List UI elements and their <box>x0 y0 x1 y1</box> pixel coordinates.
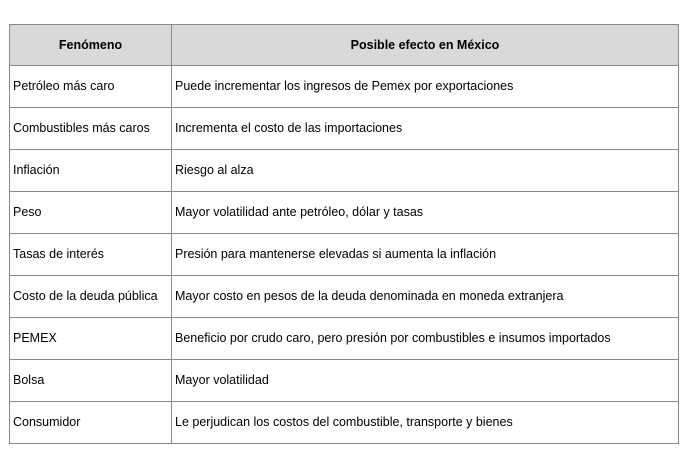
table-row <box>10 66 679 108</box>
table-row <box>10 108 679 150</box>
table-row <box>10 402 679 444</box>
effect-cell: Mayor volatilidad ante petróleo, dólar y tasas <box>172 192 679 234</box>
phenomenon-cell: PEMEX <box>10 318 172 360</box>
table-row <box>10 192 679 234</box>
phenomenon-cell: Petróleo más caro <box>10 66 172 108</box>
table-row <box>10 150 679 192</box>
phenomenon-cell: Tasas de interés <box>10 234 172 276</box>
effects-table-container <box>9 24 678 444</box>
phenomenon-cell: Combustibles más caros <box>10 108 172 150</box>
effect-cell: Beneficio por crudo caro, pero presión por combustibles e insumos importados <box>172 318 679 360</box>
table-row <box>10 318 679 360</box>
effect-cell: Presión para mantenerse elevadas si aumenta la inflación <box>172 234 679 276</box>
header-phenomenon: Fenómeno <box>10 25 172 66</box>
effect-cell: Puede incrementar los ingresos de Pemex por exportaciones <box>172 66 679 108</box>
effect-cell: Incrementa el costo de las importaciones <box>172 108 679 150</box>
effect-cell: Mayor volatilidad <box>172 360 679 402</box>
phenomenon-cell: Inflación <box>10 150 172 192</box>
phenomenon-cell: Consumidor <box>10 402 172 444</box>
phenomenon-cell: Costo de la deuda pública <box>10 276 172 318</box>
table-body <box>10 66 679 444</box>
phenomenon-cell: Peso <box>10 192 172 234</box>
table-header <box>10 25 679 66</box>
table-row <box>10 360 679 402</box>
effect-cell: Mayor costo en pesos de la deuda denominada en moneda extranjera <box>172 276 679 318</box>
table-row <box>10 234 679 276</box>
phenomenon-cell: Bolsa <box>10 360 172 402</box>
effects-table <box>9 24 679 444</box>
header-effect: Posible efecto en México <box>172 25 679 66</box>
table-row <box>10 276 679 318</box>
effect-cell: Le perjudican los costos del combustible, transporte y bienes <box>172 402 679 444</box>
header-row <box>10 25 679 66</box>
effect-cell: Riesgo al alza <box>172 150 679 192</box>
